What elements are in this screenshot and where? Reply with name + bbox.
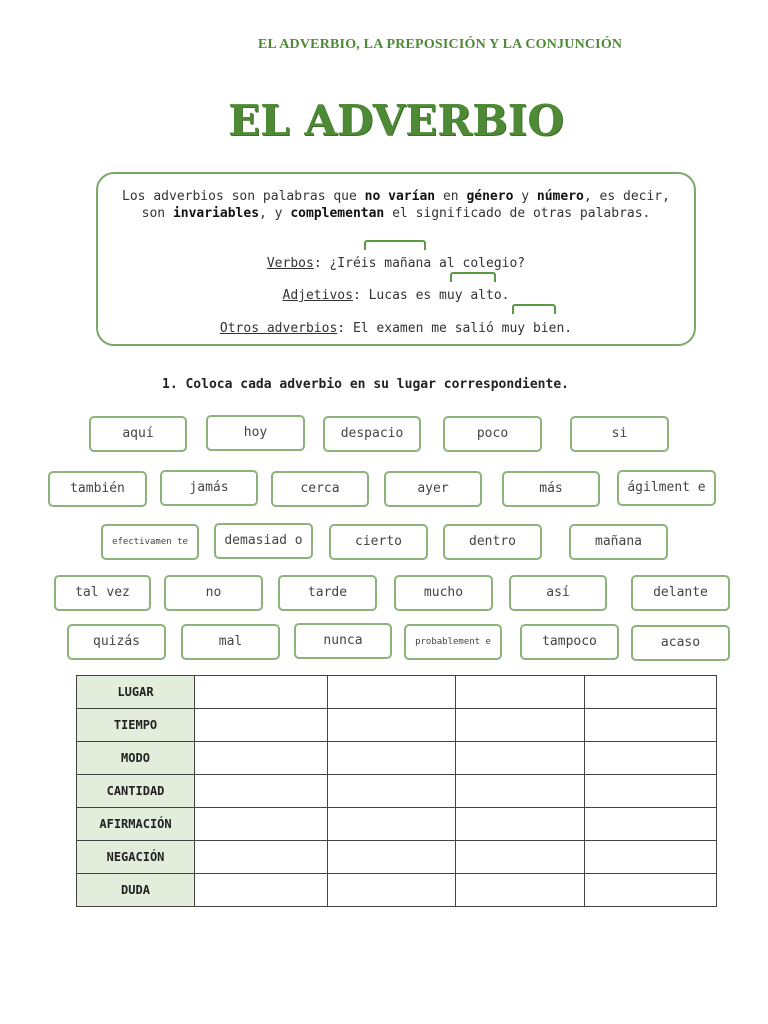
word-card[interactable]: acaso bbox=[631, 625, 730, 661]
drop-cell[interactable] bbox=[195, 808, 328, 841]
drop-cell[interactable] bbox=[328, 709, 456, 742]
drop-cell[interactable] bbox=[195, 709, 328, 742]
drop-cell[interactable] bbox=[195, 742, 328, 775]
word-card[interactable]: despacio bbox=[323, 416, 421, 452]
drop-cell[interactable] bbox=[585, 874, 717, 907]
drop-cell[interactable] bbox=[328, 676, 456, 709]
word-card[interactable]: quizás bbox=[67, 624, 166, 660]
arrow-adverbs-icon bbox=[512, 304, 556, 314]
arrow-adjectives-icon bbox=[450, 272, 496, 282]
page-title: EL ADVERBIO bbox=[228, 96, 564, 145]
drop-cell[interactable] bbox=[456, 742, 585, 775]
drop-cell[interactable] bbox=[195, 775, 328, 808]
word-card[interactable]: cerca bbox=[271, 471, 369, 507]
word-card[interactable]: más bbox=[502, 471, 600, 507]
drop-cell[interactable] bbox=[456, 709, 585, 742]
category-lugar: LUGAR bbox=[77, 676, 195, 709]
word-card[interactable]: tarde bbox=[278, 575, 377, 611]
word-card[interactable]: ágilment e bbox=[617, 470, 716, 506]
word-card[interactable]: aquí bbox=[89, 416, 187, 452]
word-card[interactable]: no bbox=[164, 575, 263, 611]
table-row bbox=[77, 874, 717, 907]
classification-table bbox=[76, 675, 717, 907]
category-modo: MODO bbox=[77, 742, 195, 775]
table-row bbox=[77, 808, 717, 841]
word-card[interactable]: también bbox=[48, 471, 147, 507]
table-row bbox=[77, 676, 717, 709]
table-row bbox=[77, 841, 717, 874]
table-row bbox=[77, 775, 717, 808]
drop-cell[interactable] bbox=[585, 841, 717, 874]
drop-cell[interactable] bbox=[456, 775, 585, 808]
drop-cell[interactable] bbox=[195, 841, 328, 874]
word-card[interactable]: delante bbox=[631, 575, 730, 611]
drop-cell[interactable] bbox=[328, 808, 456, 841]
category-negacion: NEGACIÓN bbox=[77, 841, 195, 874]
table-row bbox=[77, 742, 717, 775]
word-card[interactable]: nunca bbox=[294, 623, 392, 659]
exercise-instruction: 1. Coloca cada adverbio en su lugar correspondiente. bbox=[162, 377, 569, 392]
worksheet-header: EL ADVERBIO, LA PREPOSICIÓN Y LA CONJUNCIÓN bbox=[258, 37, 623, 52]
drop-cell[interactable] bbox=[585, 676, 717, 709]
word-card[interactable]: mañana bbox=[569, 524, 668, 560]
word-card[interactable]: tampoco bbox=[520, 624, 619, 660]
category-tiempo: TIEMPO bbox=[77, 709, 195, 742]
word-card[interactable]: demasiad o bbox=[214, 523, 313, 559]
definition-text: Los adverbios son palabras que no varían en género y número, es decir, son invariables, y complementan el significado de otras palabras. bbox=[122, 189, 670, 221]
drop-cell[interactable] bbox=[328, 775, 456, 808]
word-card[interactable]: ayer bbox=[384, 471, 482, 507]
drop-cell[interactable] bbox=[585, 775, 717, 808]
drop-cell[interactable] bbox=[456, 874, 585, 907]
drop-cell[interactable] bbox=[585, 742, 717, 775]
word-card[interactable]: mal bbox=[181, 624, 280, 660]
drop-cell[interactable] bbox=[585, 709, 717, 742]
word-card[interactable]: tal vez bbox=[54, 575, 151, 611]
category-afirmacion: AFIRMACIÓN bbox=[77, 808, 195, 841]
drop-cell[interactable] bbox=[328, 874, 456, 907]
arrow-verbs-icon bbox=[364, 240, 426, 250]
word-card[interactable]: probablement e bbox=[404, 624, 502, 660]
table-row bbox=[77, 709, 717, 742]
word-card[interactable]: cierto bbox=[329, 524, 428, 560]
example-adjectives: Adjetivos: Lucas es muy alto. bbox=[282, 288, 510, 303]
category-cantidad: CANTIDAD bbox=[77, 775, 195, 808]
word-card[interactable]: dentro bbox=[443, 524, 542, 560]
drop-cell[interactable] bbox=[328, 742, 456, 775]
word-card[interactable]: efectivamen te bbox=[101, 524, 199, 560]
drop-cell[interactable] bbox=[456, 676, 585, 709]
category-duda: DUDA bbox=[77, 874, 195, 907]
drop-cell[interactable] bbox=[456, 808, 585, 841]
word-card[interactable]: jamás bbox=[160, 470, 258, 506]
drop-cell[interactable] bbox=[195, 874, 328, 907]
definition-box bbox=[96, 172, 696, 346]
word-card[interactable]: poco bbox=[443, 416, 542, 452]
drop-cell[interactable] bbox=[195, 676, 328, 709]
word-card[interactable]: si bbox=[570, 416, 669, 452]
drop-cell[interactable] bbox=[328, 841, 456, 874]
example-verbs: Verbos: ¿Iréis mañana al colegio? bbox=[266, 256, 526, 271]
example-adverbs: Otros adverbios: El examen me salió muy bien. bbox=[219, 321, 573, 336]
drop-cell[interactable] bbox=[456, 841, 585, 874]
word-card[interactable]: hoy bbox=[206, 415, 305, 451]
drop-cell[interactable] bbox=[585, 808, 717, 841]
word-card[interactable]: mucho bbox=[394, 575, 493, 611]
word-card[interactable]: así bbox=[509, 575, 607, 611]
